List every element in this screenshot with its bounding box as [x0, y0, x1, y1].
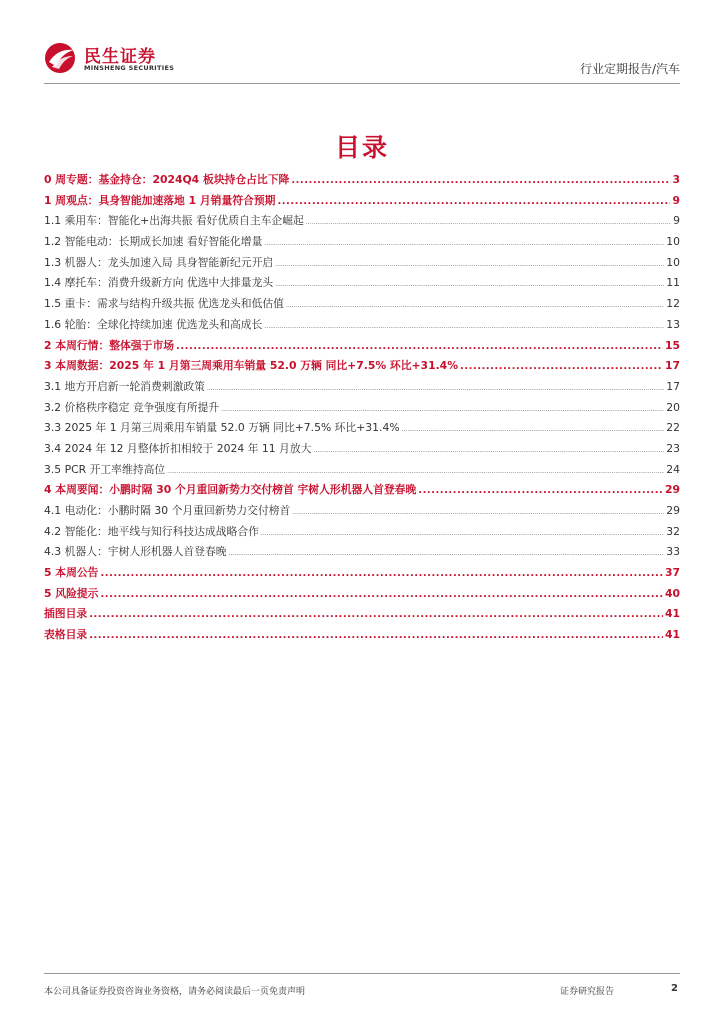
toc-entry-page: 29	[666, 504, 680, 517]
toc-entry[interactable]	[44, 213, 680, 234]
toc-entry-page: 40	[664, 586, 680, 600]
header-divider	[44, 83, 680, 84]
toc-entry[interactable]	[44, 503, 680, 524]
toc-entry[interactable]	[44, 193, 680, 214]
toc-entry-label: 4.2 智能化：地平线与知行科技达成战略合作	[44, 524, 259, 538]
toc-entry[interactable]	[44, 358, 680, 379]
toc-entry-page: 9	[673, 214, 680, 228]
toc-entry-label: 4.1 电动化：小鹏时隔 30 个月重回新势力交付榜首	[44, 504, 291, 517]
toc-dot-leader	[418, 485, 663, 496]
toc-entry-label: 表格目录	[44, 628, 88, 642]
toc-entry[interactable]	[44, 606, 680, 627]
toc-dot-leader	[275, 281, 664, 288]
toc-entry-page: 9	[672, 193, 680, 207]
toc-entry-label: 插图目录	[44, 607, 88, 621]
toc-entry[interactable]	[44, 172, 680, 193]
toc-entry-page: 29	[664, 483, 680, 497]
toc-entry[interactable]	[44, 338, 680, 359]
toc-dot-leader	[100, 568, 663, 579]
toc-entry-label: 2 本周行情：整体强于市场	[44, 338, 175, 352]
toc-entry-label: 5 本周公告	[44, 566, 99, 580]
toc-entry-label: 4 本周要闻：小鹏时隔 30 个月重回新势力交付榜首 宇树人形机器人首登春晚	[44, 483, 417, 497]
toc-dot-leader	[402, 426, 665, 433]
toc-title: 目录	[334, 133, 389, 162]
toc-dot-leader	[277, 196, 670, 207]
toc-entry-label: 3.4 2024 年 12 月整体折扣相较于 2024 年 11 月放大	[44, 441, 312, 455]
toc-dot-leader	[176, 341, 663, 352]
toc-entry-label: 3.3 2025 年 1 月第三周乘用车销量 52.0 万辆 同比+7.5% 环比+31.4%	[44, 421, 400, 435]
page-header	[44, 40, 680, 84]
toc-entry[interactable]	[44, 379, 680, 400]
page-number: 2	[671, 983, 678, 994]
toc-entry-label: 1.2 智能电动：长期成长加速 看好智能化增量	[44, 235, 263, 249]
toc-entry-label: 0 周专题：基金持仓：2024Q4 板块持仓占比下降	[44, 173, 290, 186]
toc-entry[interactable]	[44, 565, 680, 586]
toc-entry-label: 3.1 地方开启新一轮消费刺激政策	[44, 379, 205, 393]
toc-dot-leader	[306, 219, 671, 226]
toc-entry-page: 23	[666, 441, 680, 455]
toc-entry[interactable]	[44, 400, 680, 421]
toc-entry-page: 17	[666, 379, 680, 393]
toc-dot-leader	[229, 550, 665, 557]
toc-entry-label: 3.2 价格秩序稳定 竞争强度有所提升	[44, 400, 220, 414]
toc-dot-leader	[100, 589, 663, 600]
toc-entry[interactable]	[44, 275, 680, 296]
toc-entry[interactable]	[44, 524, 680, 545]
toc-dot-leader	[89, 630, 663, 641]
logo-chinese-name: 民生证券	[84, 47, 156, 67]
toc-entry[interactable]	[44, 544, 680, 565]
footer-divider	[44, 973, 680, 974]
minsheng-logo-icon	[44, 42, 78, 74]
toc-entry-page: 22	[666, 421, 680, 435]
toc-dot-leader	[89, 609, 663, 620]
toc-entry-page: 11	[666, 276, 680, 290]
toc-entry-page: 20	[666, 400, 680, 414]
toc-entry[interactable]	[44, 296, 680, 317]
toc-entry[interactable]	[44, 462, 680, 483]
toc-entry-page: 10	[666, 255, 680, 269]
toc-dot-leader	[313, 447, 664, 454]
footer-doc-type: 证券研究报告	[560, 987, 615, 997]
toc-entry-page: 32	[666, 524, 680, 538]
toc-dot-leader	[221, 406, 664, 413]
toc-dot-leader	[460, 361, 663, 372]
toc-dot-leader	[292, 509, 664, 516]
toc-entry-page: 41	[664, 607, 680, 621]
toc-entry[interactable]	[44, 586, 680, 607]
toc-dot-leader	[291, 175, 670, 186]
report-category: 行业定期报告/汽车	[579, 62, 680, 76]
toc-entry[interactable]	[44, 420, 680, 441]
toc-dot-leader	[264, 323, 664, 330]
toc-entry-label: 1.3 机器人：龙头加速入局 具身智能新纪元开启	[44, 255, 274, 269]
toc-entry-label: 1.6 轮胎：全球化持续加速 优选龙头和高成长	[44, 317, 263, 331]
toc-entry[interactable]	[44, 441, 680, 462]
toc-entry[interactable]	[44, 317, 680, 338]
toc-entry-page: 33	[666, 545, 680, 559]
toc-dot-leader	[286, 302, 664, 309]
toc-entry-page: 37	[664, 566, 680, 580]
toc-entry-page: 13	[666, 317, 680, 331]
toc-entry-page: 12	[666, 297, 680, 311]
toc-entry-label: 3.5 PCR 开工率维持高位	[44, 462, 166, 476]
toc-dot-leader	[207, 385, 664, 392]
toc-dot-leader	[275, 261, 664, 268]
toc-entry-page: 10	[666, 235, 680, 249]
toc-entry[interactable]	[44, 234, 680, 255]
toc-dot-leader	[261, 530, 664, 537]
toc-entry-label: 5 风险提示	[44, 586, 99, 600]
toc-entry-page: 3	[672, 173, 680, 186]
toc-dot-leader	[264, 240, 664, 247]
toc-entry-label: 1.5 重卡：需求与结构升级共振 优选龙头和低估值	[44, 297, 284, 311]
footer-disclaimer: 本公司具备证券投资咨询业务资格，请务必阅读最后一页免责声明	[44, 987, 306, 997]
toc-entry-label: 4.3 机器人：宇树人形机器人首登春晚	[44, 545, 227, 559]
toc-entry[interactable]	[44, 482, 680, 503]
toc-entry-page: 24	[666, 462, 680, 476]
toc-entry-label: 1 周观点：具身智能加速落地 1 月销量符合预期	[44, 193, 276, 207]
toc-entry-label: 3 本周数据：2025 年 1 月第三周乘用车销量 52.0 万辆 同比+7.5% 环比+31.4%	[44, 359, 459, 373]
toc-entry[interactable]	[44, 627, 680, 648]
logo-english-name: MINSHENG SECURITIES	[84, 64, 175, 72]
toc-entry-page: 15	[664, 338, 680, 352]
toc-entry-page: 17	[664, 359, 680, 373]
toc-entry-label: 1.4 摩托车：消费升级新方向 优选中大排量龙头	[44, 276, 274, 290]
toc-dot-leader	[167, 468, 664, 475]
toc-entry[interactable]	[44, 255, 680, 276]
table-of-contents	[44, 172, 680, 648]
toc-entry-page: 41	[664, 628, 680, 642]
company-logo	[44, 40, 184, 76]
toc-entry-label: 1.1 乘用车：智能化+出海共振 看好优质自主车企崛起	[44, 214, 304, 228]
